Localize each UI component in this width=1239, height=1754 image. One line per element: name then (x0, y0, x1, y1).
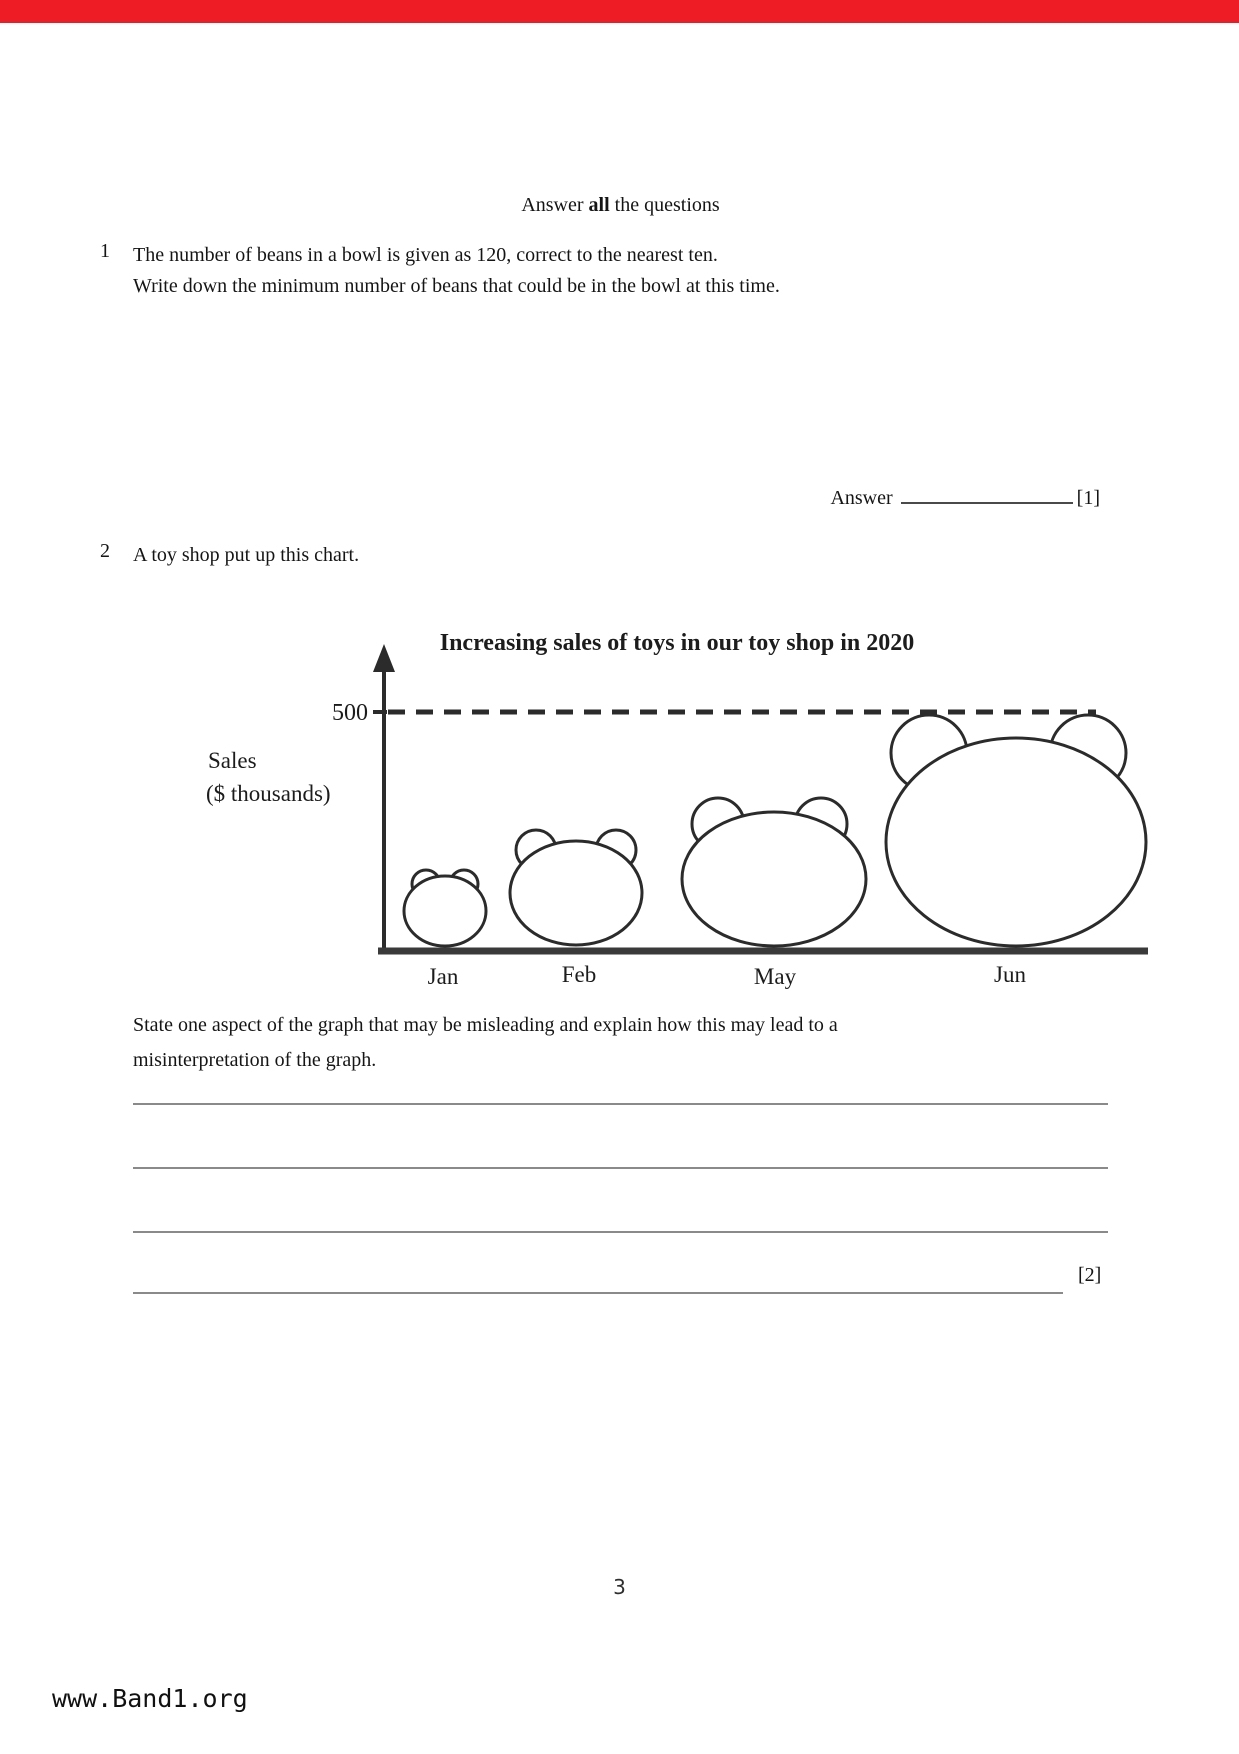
bear-symbol-jun (886, 715, 1146, 946)
question2-number: 2 (100, 540, 110, 562)
y-axis-arrowhead-icon (373, 644, 395, 672)
instruction-bold-word: all (588, 194, 610, 216)
instruction-suffix: the questions (609, 194, 720, 216)
page-instruction (133, 194, 1108, 217)
answer-writing-line-4 (133, 1292, 1063, 1294)
bear-symbol-jan (404, 870, 486, 946)
question2-prompt-line1: State one aspect of the graph that may be misleading and explain how this may lead to a (133, 1014, 838, 1036)
question1-text-line2: Write down the minimum number of beans that could be in the bowl at this time. (133, 275, 780, 297)
bear-head-icon (682, 812, 866, 946)
x-axis-label-jun: Jun (994, 962, 1026, 987)
answer-label: Answer (830, 487, 893, 509)
bear-symbol-feb (510, 830, 642, 945)
question2-prompt (133, 1008, 1123, 1078)
bear-symbol-may (682, 798, 866, 946)
chart-title: Increasing sales of toys in our toy shop in 2020 (439, 630, 915, 656)
bear-head-icon (886, 738, 1146, 946)
x-axis-label-may: May (753, 964, 797, 989)
answer-writing-line-3 (133, 1231, 1108, 1233)
toy-sales-pictogram-chart (180, 618, 1150, 990)
y-axis-title-line1: Sales (208, 748, 257, 773)
question2-prompt-line2: misinterpretation of the graph. (133, 1049, 377, 1071)
bear-head-icon (404, 876, 486, 946)
x-axis-label-feb: Feb (561, 962, 597, 987)
answer-blank-line (901, 482, 1073, 504)
question1-text (133, 240, 1073, 302)
question2-intro: A toy shop put up this chart. (133, 544, 360, 566)
footer-url: www.Band1.org (52, 1684, 248, 1713)
question1-number: 1 (100, 240, 110, 262)
y-axis-tick-label-500: 500 (332, 700, 368, 726)
page-number: 3 (613, 1575, 626, 1599)
x-axis-label-jan: Jan (427, 964, 459, 989)
answer-writing-line-2 (133, 1167, 1108, 1169)
question2-marks: [2] (1078, 1264, 1102, 1286)
instruction-prefix: Answer (521, 194, 589, 216)
header-red-bar (0, 0, 1239, 23)
question1-marks: [1] (1076, 487, 1100, 509)
bear-head-icon (510, 841, 642, 945)
y-axis-title-line2: ($ thousands) (206, 781, 331, 806)
question1-answer-row (830, 482, 1100, 510)
answer-writing-line-1 (133, 1103, 1108, 1105)
question1-text-line1: The number of beans in a bowl is given as 120, correct to the nearest ten. (133, 244, 718, 266)
